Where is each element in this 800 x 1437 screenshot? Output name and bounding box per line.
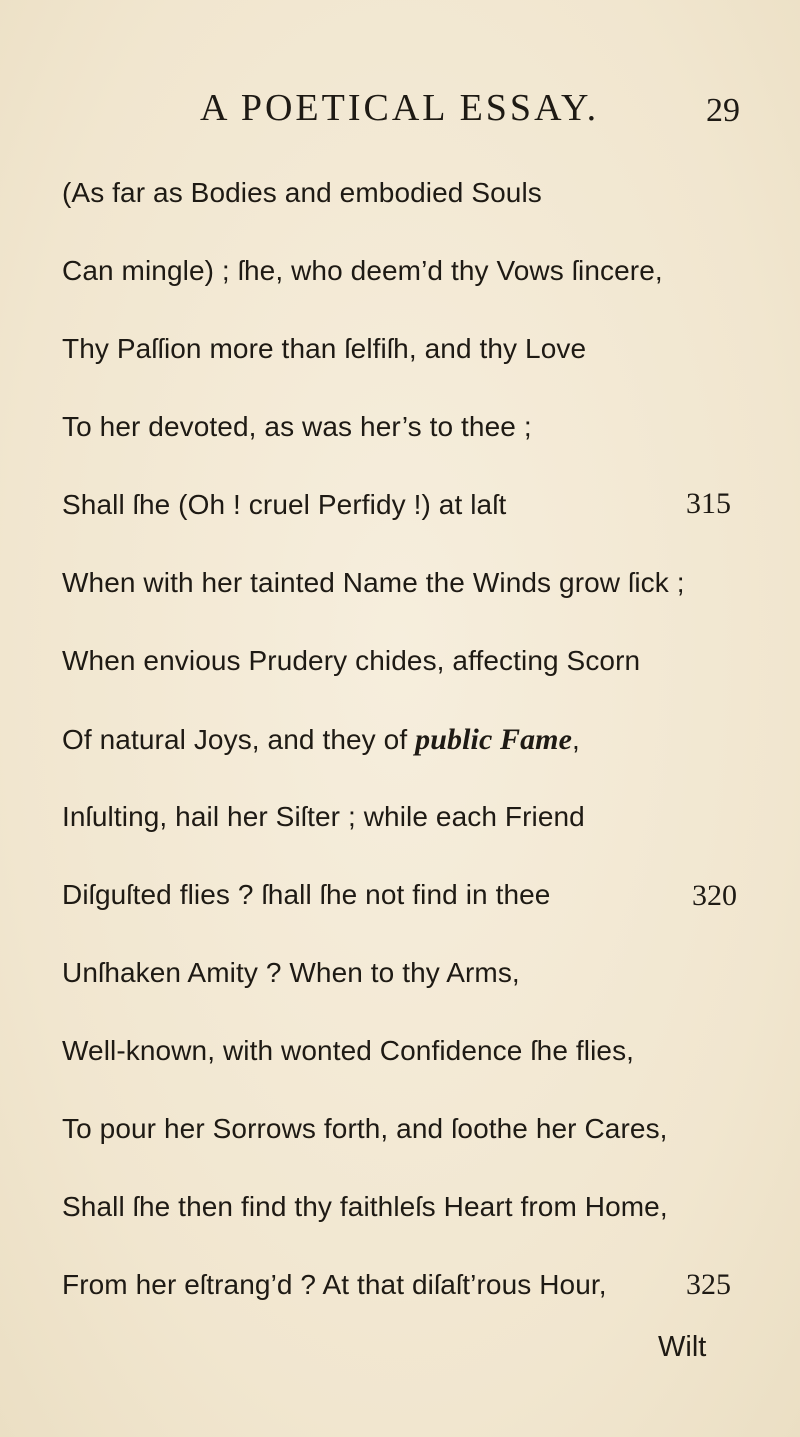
poem-line-7: When envious Prudery chides, affecting Scorn <box>62 645 641 676</box>
poem-line-15: From her eſtrang’d ? At that diſaſt’rous Hour, <box>62 1269 607 1300</box>
poem-line-12: Well-known, with wonted Confidence ſhe flies, <box>62 1035 635 1066</box>
poem-line-2: Can mingle) ; ſhe, who deem’d thy Vows ſincere, <box>62 255 663 286</box>
poem-line-6: When with her tainted Name the Winds grow ſick ; <box>62 567 685 598</box>
catchword: Wilt <box>658 1331 707 1363</box>
poem-line-8-text: Of natural Joys, and they of <box>62 724 416 755</box>
poem-line-1: (As far as Bodies and embodied Souls <box>62 177 542 208</box>
poem-line-9: Inſulting, hail her Siſter ; while each Friend <box>62 801 585 832</box>
poem-line-11: Unſhaken Amity ? When to thy Arms, <box>62 957 520 988</box>
poem-line-4: To her devoted, as was her’s to thee ; <box>62 411 532 442</box>
poem-line-8-italic: public Fame <box>415 723 573 756</box>
poem-line-10: Diſguſted flies ? ſhall ſhe not find in thee <box>62 879 551 910</box>
poem-line-13: To pour her Sorrows forth, and ſoothe her Cares, <box>62 1113 668 1144</box>
poem-line-5: Shall ſhe (Oh ! cruel Perfidy !) at laſt <box>62 489 507 520</box>
poem-line-14: Shall ſhe then find thy faithleſs Heart from Home, <box>62 1191 668 1222</box>
poem-line-3: Thy Paſſion more than ſelfiſh, and thy Love <box>62 333 587 364</box>
poem-line-8-punct: , <box>572 724 580 755</box>
line-number-325: 325 <box>686 1268 731 1301</box>
running-title: A POETICAL ESSAY. <box>200 87 600 129</box>
page-number: 29 <box>706 92 740 129</box>
poem-line-8 <box>62 723 580 757</box>
line-number-315: 315 <box>686 487 731 520</box>
line-number-320: 320 <box>692 879 737 912</box>
